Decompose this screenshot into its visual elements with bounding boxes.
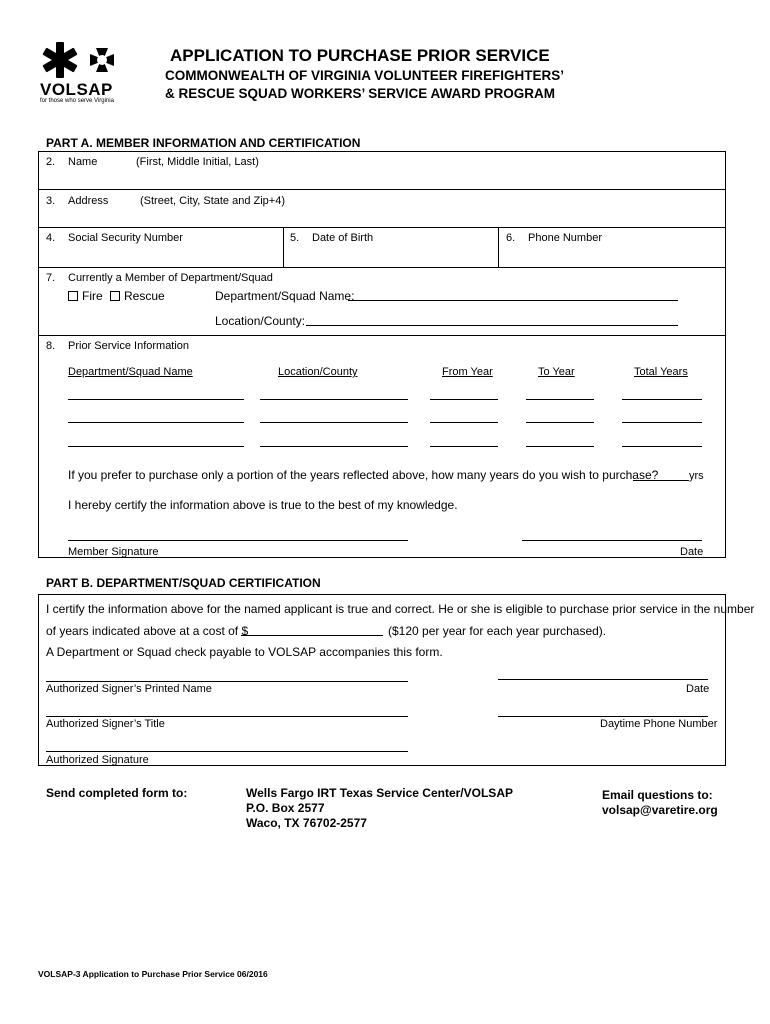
dept-squad-name-label: Department/Squad Name: xyxy=(215,289,355,303)
signer-date-label: Date xyxy=(686,683,710,695)
row-1-to-input[interactable] xyxy=(526,399,594,400)
portion-years-input[interactable] xyxy=(633,480,689,481)
fire-checkbox[interactable] xyxy=(68,289,103,303)
member-date-input[interactable] xyxy=(522,540,702,541)
form-subtitle-1: COMMONWEALTH OF VIRGINIA VOLUNTEER FIREFIGHTERS’ xyxy=(165,68,564,83)
member-signature-input[interactable] xyxy=(68,540,408,541)
part-b-box xyxy=(38,594,726,766)
column-header-to-year: To Year xyxy=(538,366,575,378)
fire-label: Fire xyxy=(82,289,103,303)
field-5-number: 5. xyxy=(290,232,300,244)
field-4-number: 4. xyxy=(46,232,56,244)
certify-text: I hereby certify the information above is true to the best of my knowledge. xyxy=(68,498,458,512)
row-3-dept-input[interactable] xyxy=(68,446,244,447)
column-header-location: Location/County xyxy=(278,366,358,378)
portion-question: If you prefer to purchase only a portion of the years reflected above, how many years do you wish to purchase? xyxy=(68,468,659,482)
cost-input[interactable] xyxy=(241,635,383,636)
email-link[interactable]: volsap@varetire.org xyxy=(602,803,718,817)
form-title: APPLICATION TO PURCHASE PRIOR SERVICE xyxy=(170,46,550,65)
name-hint: (First, Middle Initial, Last) xyxy=(136,156,259,168)
signer-date-input[interactable] xyxy=(498,679,708,680)
dob-label: Date of Birth xyxy=(312,232,374,244)
member-signature-label: Member Signature xyxy=(68,546,159,558)
authorized-signature-input[interactable] xyxy=(46,751,408,752)
signer-printed-name-input[interactable] xyxy=(46,681,408,682)
row-1-total-input[interactable] xyxy=(622,399,702,400)
signer-phone-label: Daytime Phone Number xyxy=(600,718,718,730)
rescue-checkbox-icon[interactable] xyxy=(110,291,120,301)
part-b-line-3: A Department or Squad check payable to VOLSAP accompanies this form. xyxy=(46,645,443,659)
rescue-checkbox[interactable] xyxy=(110,289,165,303)
column-header-from-year: From Year xyxy=(442,366,493,378)
yrs-label: yrs xyxy=(689,470,704,482)
field-3-number: 3. xyxy=(46,195,56,207)
part-b-heading: PART B. DEPARTMENT/SQUAD CERTIFICATION xyxy=(46,576,321,590)
location-county-input[interactable] xyxy=(306,325,678,326)
authorized-signature-label: Authorized Signature xyxy=(46,754,149,766)
member-date-label: Date xyxy=(680,546,704,558)
volsap-logo xyxy=(38,40,128,106)
signer-printed-name-label: Authorized Signer’s Printed Name xyxy=(46,683,212,695)
part-b-line-2a: of years indicated above at a cost of $ xyxy=(46,624,249,638)
row-2-location-input[interactable] xyxy=(260,422,408,423)
phone-label: Phone Number xyxy=(528,232,602,244)
location-county-label: Location/County: xyxy=(215,314,306,328)
signer-title-label: Authorized Signer’s Title xyxy=(46,718,165,730)
fire-checkbox-icon[interactable] xyxy=(68,291,78,301)
signer-title-input[interactable] xyxy=(46,716,408,717)
logo-tagline: for those who serve Virginia xyxy=(40,98,114,104)
part-b-line-2b: ($120 per year for each year purchased). xyxy=(388,624,607,638)
mail-address-line-1: Wells Fargo IRT Texas Service Center/VOLSAP xyxy=(246,786,513,800)
row-2-total-input[interactable] xyxy=(622,422,702,423)
part-b-line-1: I certify the information above for the named applicant is true and correct. He or she is eligible to purchase prior service in the number xyxy=(46,602,755,616)
address-label: Address xyxy=(68,195,109,207)
signer-phone-input[interactable] xyxy=(498,716,708,717)
field-7-number: 7. xyxy=(46,272,56,284)
address-hint: (Street, City, State and Zip+4) xyxy=(140,195,285,207)
name-label: Name xyxy=(68,156,98,168)
row-3-total-input[interactable] xyxy=(622,446,702,447)
row-1-location-input[interactable] xyxy=(260,399,408,400)
row-2-from-input[interactable] xyxy=(430,422,498,423)
dept-squad-name-input[interactable] xyxy=(348,300,678,301)
part-a-heading: PART A. MEMBER INFORMATION AND CERTIFICATION xyxy=(46,136,361,150)
send-form-label: Send completed form to: xyxy=(46,786,188,800)
column-header-dept: Department/Squad Name xyxy=(68,366,193,378)
mail-address-line-2: P.O. Box 2577 xyxy=(246,801,325,815)
ssn-label: Social Security Number xyxy=(68,232,183,244)
rescue-label: Rescue xyxy=(124,289,165,303)
row-3-location-input[interactable] xyxy=(260,446,408,447)
field-8-number: 8. xyxy=(46,340,56,352)
field-6-number: 6. xyxy=(506,232,516,244)
row-1-dept-input[interactable] xyxy=(68,399,244,400)
field-2-number: 2. xyxy=(46,156,56,168)
column-header-total-years: Total Years xyxy=(634,366,688,378)
form-subtitle-2: & RESCUE SQUAD WORKERS’ SERVICE AWARD PROGRAM xyxy=(165,86,556,101)
row-1-from-input[interactable] xyxy=(430,399,498,400)
row-3-from-input[interactable] xyxy=(430,446,498,447)
prior-service-label: Prior Service Information xyxy=(68,340,190,352)
form-id: VOLSAP-3 Application to Purchase Prior Service 06/2016 xyxy=(38,969,268,979)
row-3-to-input[interactable] xyxy=(526,446,594,447)
row-2-to-input[interactable] xyxy=(526,422,594,423)
logo-name: VOLSAP xyxy=(40,80,113,99)
row-2-dept-input[interactable] xyxy=(68,422,244,423)
email-questions-label: Email questions to: xyxy=(602,788,713,802)
volsap-logo-icon xyxy=(40,40,120,80)
member-label: Currently a Member of Department/Squad xyxy=(68,272,273,284)
mail-address-line-3: Waco, TX 76702-2577 xyxy=(246,816,367,830)
